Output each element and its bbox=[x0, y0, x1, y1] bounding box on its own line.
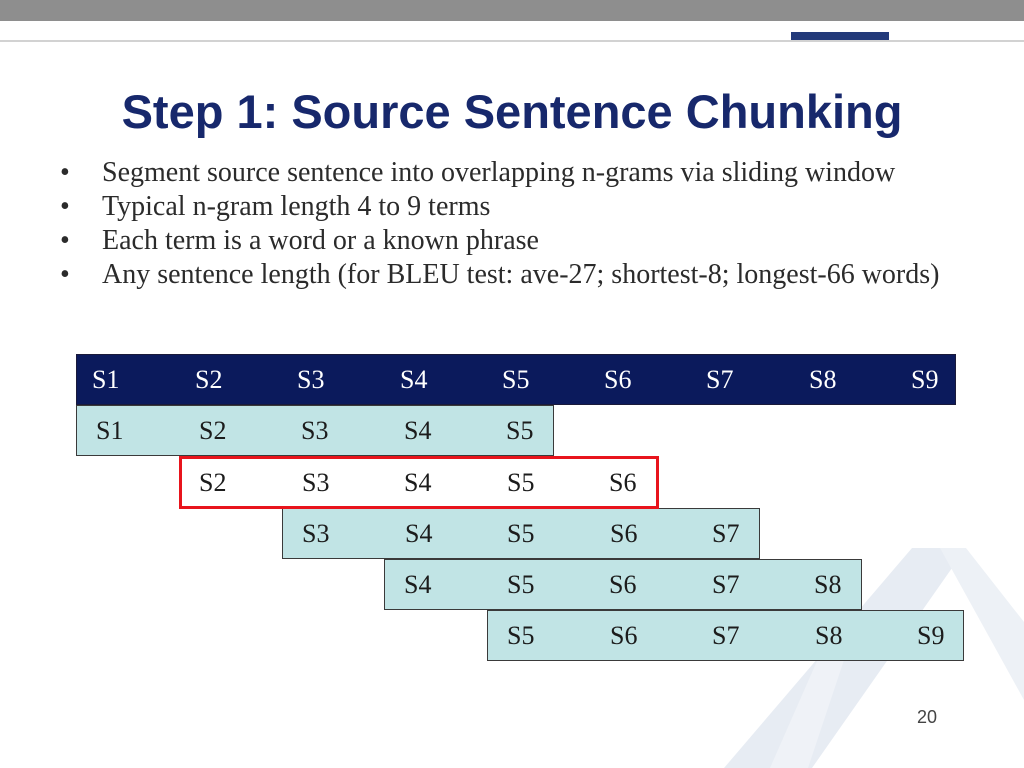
bullet-list bbox=[0, 156, 1024, 292]
window-row bbox=[282, 508, 760, 559]
window-term-cell: S1 bbox=[96, 415, 124, 445]
bullet-item bbox=[0, 224, 1024, 258]
window-term-cell: S4 bbox=[404, 415, 432, 445]
window-term-cell: S6 bbox=[610, 518, 638, 548]
bullet-marker: • bbox=[60, 157, 70, 188]
bullet-marker: • bbox=[60, 191, 70, 222]
window-term-cell: S4 bbox=[404, 569, 432, 599]
bullet-text: Segment source sentence into overlapping n-grams via sliding window bbox=[102, 157, 896, 188]
header-term-cell: S5 bbox=[502, 364, 530, 394]
window-term-cell: S7 bbox=[712, 518, 740, 548]
header-term-cell: S7 bbox=[706, 364, 734, 394]
sentence-header-row bbox=[76, 354, 956, 405]
bullet-item bbox=[0, 156, 1024, 190]
header-term-cell: S8 bbox=[809, 364, 837, 394]
window-term-cell: S2 bbox=[199, 467, 227, 497]
slide-title: Step 1: Source Sentence Chunking bbox=[121, 85, 903, 138]
window-term-cell: S3 bbox=[301, 415, 329, 445]
window-term-cell: S4 bbox=[405, 518, 433, 548]
window-term-cell: S3 bbox=[302, 467, 330, 497]
window-term-cell: S6 bbox=[610, 620, 638, 650]
window-term-cell: S8 bbox=[815, 620, 843, 650]
window-term-cell: S4 bbox=[404, 467, 432, 497]
page-number: 20 bbox=[916, 707, 937, 727]
window-term-cell: S5 bbox=[507, 620, 535, 650]
window-term-cell: S5 bbox=[506, 415, 534, 445]
bullet-marker: • bbox=[60, 225, 70, 256]
window-term-cell: S3 bbox=[302, 518, 330, 548]
window-term-cell: S5 bbox=[507, 467, 535, 497]
window-row bbox=[179, 456, 659, 509]
header-term-cell: S3 bbox=[297, 364, 325, 394]
window-row bbox=[384, 559, 862, 610]
header-term-cell: S1 bbox=[92, 364, 120, 394]
window-term-cell: S7 bbox=[712, 620, 740, 650]
window-term-cell: S5 bbox=[507, 518, 535, 548]
bullet-text: Any sentence length (for BLEU test: ave-27; shortest-8; longest-66 words) bbox=[102, 259, 940, 290]
window-row bbox=[76, 405, 554, 456]
window-term-cell: S5 bbox=[507, 569, 535, 599]
bullet-text: Typical n-gram length 4 to 9 terms bbox=[102, 191, 491, 222]
window-row bbox=[487, 610, 964, 661]
bullet-text: Each term is a word or a known phrase bbox=[102, 225, 539, 256]
bullet-item bbox=[0, 258, 1024, 292]
header-term-cell: S2 bbox=[195, 364, 223, 394]
bullet-item bbox=[0, 190, 1024, 224]
window-term-cell: S6 bbox=[609, 467, 637, 497]
header-term-cell: S4 bbox=[400, 364, 428, 394]
window-term-cell: S8 bbox=[814, 569, 842, 599]
window-term-cell: S2 bbox=[199, 415, 227, 445]
header-term-cell: S6 bbox=[604, 364, 632, 394]
window-term-cell: S9 bbox=[917, 620, 945, 650]
header-term-cell: S9 bbox=[911, 364, 939, 394]
window-term-cell: S7 bbox=[712, 569, 740, 599]
bullet-marker: • bbox=[60, 259, 70, 290]
window-term-cell: S6 bbox=[609, 569, 637, 599]
